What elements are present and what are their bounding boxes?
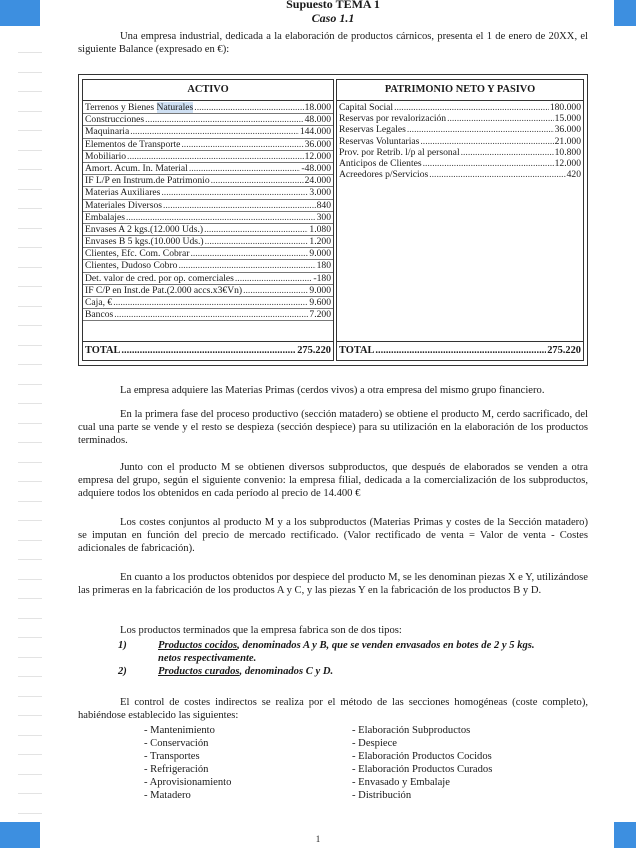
pasivo-row bbox=[337, 158, 583, 169]
activo-value: 9.600 bbox=[309, 297, 331, 308]
paragraph-materias-primas: La empresa adquiere las Materias Primas (cerdos vivos) a otra empresa del mismo grupo financiero. bbox=[120, 385, 545, 396]
pasivo-value: 15.000 bbox=[554, 113, 581, 125]
pasivo-row bbox=[337, 169, 583, 180]
pasivo-value: 21.000 bbox=[554, 135, 581, 147]
section-item: - Despiece bbox=[352, 738, 397, 749]
pasivo-row bbox=[337, 124, 583, 135]
margin-rule bbox=[18, 189, 42, 190]
activo-row bbox=[83, 187, 333, 199]
pasivo-label: Acreedores p/Servicios bbox=[339, 169, 429, 181]
margin-rule bbox=[18, 813, 42, 814]
activo-value: 48.000 bbox=[304, 114, 331, 126]
activo-value: 36.000 bbox=[304, 138, 331, 150]
activo-label: Clientes, Dudoso Cobro bbox=[85, 260, 178, 272]
margin-rule bbox=[18, 423, 42, 424]
pasivo-row bbox=[337, 136, 583, 147]
section-item: - Envasado y Embalaje bbox=[352, 777, 450, 788]
left-margin bbox=[0, 0, 48, 848]
pasivo-label: Anticipos de Clientes bbox=[339, 157, 422, 169]
section-item: - Elaboración Subproductos bbox=[352, 725, 471, 736]
activo-label: Maquinaria bbox=[85, 126, 130, 138]
margin-rule bbox=[18, 793, 42, 794]
activo-label: Elementos de Transporte bbox=[85, 138, 181, 150]
activo-row bbox=[83, 114, 333, 126]
activo-column bbox=[82, 79, 334, 361]
paragraph-control-costes: El control de costes indirectos se realiza por el método de las secciones homogéneas (coste completo), habiéndose establecido las siguientes: bbox=[78, 697, 588, 721]
activo-header: ACTIVO bbox=[83, 80, 333, 101]
margin-rule bbox=[18, 715, 42, 716]
activo-row bbox=[83, 224, 333, 236]
margin-rule bbox=[18, 325, 42, 326]
margin-rule bbox=[18, 637, 42, 638]
margin-rule bbox=[18, 91, 42, 92]
pasivo-total-row bbox=[337, 341, 583, 360]
activo-label: Det. valor de cred. por op. comerciales bbox=[85, 272, 234, 284]
activo-row bbox=[83, 151, 333, 163]
activo-value: 24.000 bbox=[304, 175, 331, 187]
pasivo-row bbox=[337, 147, 583, 158]
pasivo-value: 420 bbox=[566, 169, 581, 181]
margin-rule bbox=[18, 774, 42, 775]
activo-value: 18.000 bbox=[304, 102, 331, 113]
activo-total-row bbox=[83, 341, 333, 360]
activo-value: 9.000 bbox=[309, 248, 331, 260]
pasivo-label: Reservas por revalorización bbox=[339, 113, 447, 125]
total-label: TOTAL bbox=[85, 345, 121, 356]
page-number: 1 bbox=[315, 834, 321, 844]
paragraph-despiece: En cuanto a los productos obtenidos por despiece del producto M, se les denominan piezas X e Y, utilizándose las primeras en la fabricación de los productos A y C, y las piezas Y en la fabricación de los productos B y D. bbox=[78, 572, 588, 596]
margin-rule bbox=[18, 657, 42, 658]
pasivo-label: Prov. por Retrib. l/p al personal bbox=[339, 146, 460, 158]
activo-label: Bancos bbox=[85, 309, 114, 321]
margin-rule bbox=[18, 52, 42, 53]
activo-row bbox=[83, 200, 333, 212]
pasivo-row bbox=[337, 113, 583, 124]
section-item: - Transportes bbox=[144, 751, 200, 762]
activo-row bbox=[83, 236, 333, 248]
activo-value: 7.200 bbox=[309, 309, 331, 321]
margin-rule bbox=[18, 501, 42, 502]
margin-rule bbox=[18, 618, 42, 619]
activo-label: IF L/P en Instrum.de Patrimonio bbox=[85, 175, 210, 187]
activo-value: 144.000 bbox=[299, 126, 331, 138]
product-type-item: 1) Productos cocidos, denominados A y B, que se venden envasados en botes de 2 y 5 kgs. bbox=[118, 640, 535, 651]
section-item: - Aprovisionamiento bbox=[144, 777, 232, 788]
margin-rule bbox=[18, 735, 42, 736]
paragraph-tipos: Los productos terminados que la empresa fabrica son de dos tipos: bbox=[120, 625, 402, 636]
activo-row bbox=[83, 163, 333, 175]
margin-rule bbox=[18, 267, 42, 268]
activo-label: Construcciones bbox=[85, 114, 145, 126]
margin-rule bbox=[18, 442, 42, 443]
product-types-list bbox=[78, 639, 588, 678]
margin-rule bbox=[18, 111, 42, 112]
section-item: - Matadero bbox=[144, 790, 191, 801]
paragraph-costes-conjuntos: Los costes conjuntos al producto M y a los subproductos (Materias Primas y costes de la Sección matadero) se imputan en función del precio de mercado rectificado. (Valor rectificado de venta = Valor de venta - Costes adicionales de fabricación). bbox=[78, 517, 588, 554]
pasivo-column bbox=[336, 79, 584, 361]
margin-rule bbox=[18, 169, 42, 170]
activo-label: Terrenos y Bienes Naturales bbox=[85, 102, 194, 113]
margin-rule bbox=[18, 130, 42, 131]
activo-row bbox=[83, 260, 333, 272]
margin-rule bbox=[18, 306, 42, 307]
balance-sheet bbox=[78, 74, 588, 366]
margin-rule bbox=[18, 754, 42, 755]
margin-rule bbox=[18, 403, 42, 404]
section-item: - Elaboración Productos Cocidos bbox=[352, 751, 492, 762]
pasivo-label: Reservas Legales bbox=[339, 124, 406, 136]
total-activo-value: 275.220 bbox=[297, 345, 331, 356]
total-pasivo-value: 275.220 bbox=[547, 345, 581, 356]
pasivo-value: 180.000 bbox=[549, 102, 581, 113]
activo-row bbox=[83, 175, 333, 187]
activo-label: Envases B 5 kgs.(10.000 Uds.) bbox=[85, 236, 204, 248]
activo-label: Caja, € bbox=[85, 297, 113, 308]
activo-label: Clientes, Efc. Com. Cobrar bbox=[85, 248, 190, 260]
margin-rule bbox=[18, 520, 42, 521]
total-label: TOTAL bbox=[339, 345, 375, 356]
corner-marker-top-left bbox=[0, 0, 40, 26]
activo-value: 180 bbox=[316, 260, 331, 272]
section-item: - Conservación bbox=[144, 738, 209, 749]
pasivo-label: Reservas Voluntarias bbox=[339, 135, 420, 147]
pasivo-value: 12.000 bbox=[554, 157, 581, 169]
product-type-item: 2) Productos curados, denominados C y D. bbox=[118, 666, 334, 677]
paragraph-primera-fase: En la primera fase del proceso productivo (sección matadero) se obtiene el producto M, cerdo sacrificado, del cual una parte se vende y el resto se despieza (sección despiece) para su utilización en la elaboración de los productos terminados. bbox=[78, 409, 588, 446]
margin-rule bbox=[18, 72, 42, 73]
activo-value: 840 bbox=[316, 199, 331, 211]
activo-label: Mobiliario bbox=[85, 150, 127, 162]
pasivo-value: 36.000 bbox=[554, 124, 581, 136]
activo-row bbox=[83, 273, 333, 285]
margin-rule bbox=[18, 462, 42, 463]
activo-row bbox=[83, 126, 333, 138]
margin-rule bbox=[18, 384, 42, 385]
margin-rule bbox=[18, 247, 42, 248]
activo-label: Amort. Acum. In. Material bbox=[85, 162, 188, 174]
pasivo-row bbox=[337, 102, 583, 113]
activo-row bbox=[83, 297, 333, 309]
activo-label: Embalajes bbox=[85, 211, 125, 223]
margin-rule bbox=[18, 364, 42, 365]
activo-row bbox=[83, 139, 333, 151]
activo-value: -180 bbox=[313, 272, 331, 284]
margin-rule bbox=[18, 208, 42, 209]
pasivo-value: 10.800 bbox=[554, 146, 581, 158]
section-item: - Elaboración Productos Curados bbox=[352, 764, 493, 775]
document-title: Supuesto TEMA 1 bbox=[286, 0, 380, 11]
margin-rule bbox=[18, 150, 42, 151]
margin-rule bbox=[18, 598, 42, 599]
activo-value: -48.000 bbox=[301, 162, 331, 174]
activo-value: 1.200 bbox=[309, 236, 331, 248]
margin-rule bbox=[18, 228, 42, 229]
activo-value: 3.000 bbox=[309, 187, 331, 199]
margin-rule bbox=[18, 481, 42, 482]
activo-label: Materias Auxiliares bbox=[85, 187, 161, 199]
pasivo-header: PATRIMONIO NETO Y PASIVO bbox=[337, 80, 583, 101]
activo-row bbox=[83, 248, 333, 260]
margin-rule bbox=[18, 559, 42, 560]
activo-row bbox=[83, 102, 333, 114]
activo-label: IF C/P en Inst.de Pat.(2.000 accs.x3€Vn) bbox=[85, 284, 243, 296]
activo-label: Envases A 2 kgs.(12.000 Uds.) bbox=[85, 223, 204, 235]
margin-rule bbox=[18, 286, 42, 287]
activo-value: 1.080 bbox=[309, 223, 331, 235]
activo-value: 12.000 bbox=[304, 150, 331, 162]
activo-value: 300 bbox=[316, 211, 331, 223]
section-item: - Distribución bbox=[352, 790, 412, 801]
margin-rule bbox=[18, 676, 42, 677]
activo-row bbox=[83, 309, 333, 321]
case-title: Caso 1.1 bbox=[311, 11, 355, 25]
margin-rule bbox=[18, 540, 42, 541]
section-item: - Refrigeración bbox=[144, 764, 209, 775]
margin-rule bbox=[18, 345, 42, 346]
activo-value: 9.000 bbox=[309, 284, 331, 296]
pasivo-label: Capital Social bbox=[339, 102, 394, 113]
corner-marker-top-right bbox=[614, 0, 636, 26]
activo-label: Materiales Diversos bbox=[85, 199, 162, 211]
sections-list bbox=[144, 724, 564, 802]
activo-row bbox=[83, 212, 333, 224]
product-type-item-cont: netos respectivamente. bbox=[158, 653, 257, 664]
activo-row bbox=[83, 285, 333, 297]
section-item: - Mantenimiento bbox=[144, 725, 215, 736]
margin-rule bbox=[18, 696, 42, 697]
margin-rule bbox=[18, 579, 42, 580]
paragraph-subproductos: Junto con el producto M se obtienen diversos subproductos, que después de elaborados se venden a otra empresa del grupo, según el siguiente convenio: la empresa filial, dedicada a la comercialización de los subproductos, adquiere todos los obtenidos en cada período al precio de 14.400 € bbox=[78, 462, 588, 499]
intro-paragraph: Una empresa industrial, dedicada a la elaboración de productos cárnicos, presenta el 1 de enero de 20XX, el siguiente Balance (expresado en €): bbox=[78, 31, 588, 55]
